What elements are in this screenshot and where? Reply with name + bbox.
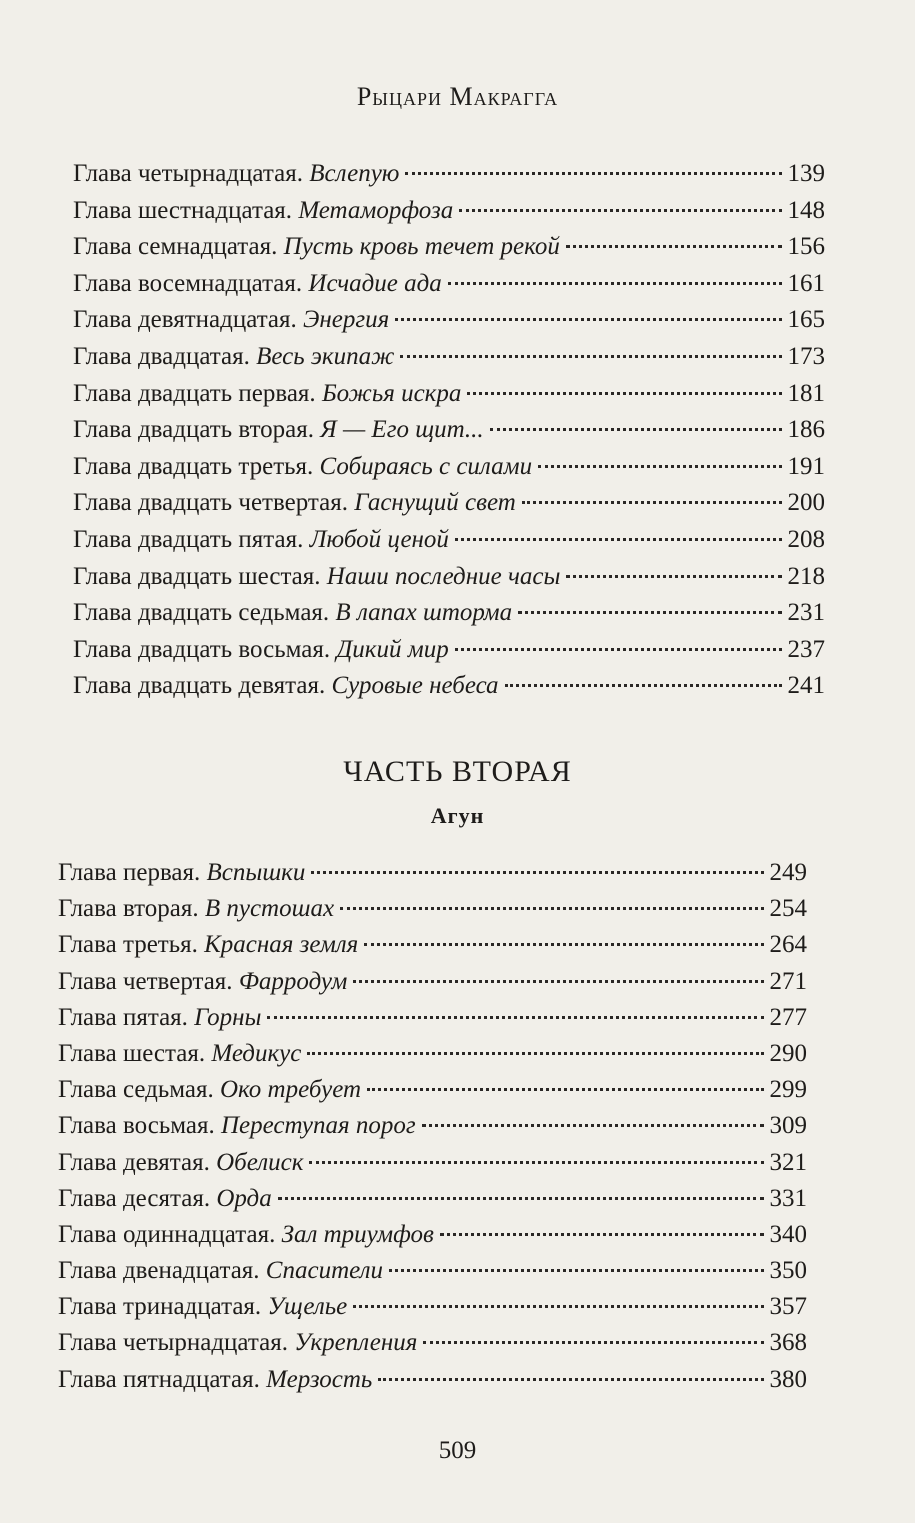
chapter-heading — [73, 668, 499, 705]
chapter-page-number: 218 — [787, 562, 825, 590]
dot-leader — [311, 871, 763, 874]
toc-entry — [58, 1108, 807, 1144]
dot-leader — [309, 1161, 763, 1164]
dot-leader — [467, 392, 781, 395]
page-number: 509 — [438, 1437, 477, 1464]
chapter-title: Энергия — [303, 306, 390, 334]
chapter-title: Вспышки — [206, 859, 306, 886]
chapter-number: Глава четырнадцатая. — [73, 160, 303, 187]
chapter-title: Дикий мир — [336, 635, 449, 663]
toc-entry — [73, 339, 825, 376]
toc-entry — [58, 1000, 807, 1036]
chapter-page-number: 309 — [769, 1112, 807, 1140]
dot-leader — [459, 209, 781, 212]
dot-leader — [367, 1088, 763, 1091]
dot-leader — [353, 1305, 763, 1308]
chapter-number: Глава восемнадцатая. — [73, 269, 303, 297]
dot-leader — [455, 648, 782, 651]
chapter-number: Глава пятая. — [58, 1003, 188, 1031]
chapter-number: Глава восьмая. — [58, 1112, 215, 1140]
chapter-heading — [58, 1217, 434, 1253]
chapter-page-number: 139 — [787, 160, 825, 187]
chapter-page-number: 290 — [769, 1039, 807, 1067]
chapter-title: Мерзость — [266, 1365, 373, 1393]
toc-part-one — [73, 156, 825, 705]
chapter-number: Глава двадцать пятая. — [73, 525, 304, 553]
chapter-page-number: 148 — [787, 196, 825, 224]
toc-entry — [58, 1362, 807, 1398]
running-head: Рыцари Макрагга — [356, 82, 559, 111]
chapter-number: Глава третья. — [58, 931, 198, 959]
chapter-title: Укрепления — [294, 1329, 418, 1357]
chapter-page-number: 173 — [787, 342, 825, 370]
chapter-title: Орда — [216, 1184, 272, 1212]
toc-entry — [73, 302, 825, 339]
chapter-heading — [58, 1181, 272, 1217]
chapter-number: Глава одиннадцатая. — [58, 1220, 276, 1248]
chapter-page-number: 165 — [787, 306, 825, 334]
chapter-page-number: 299 — [769, 1076, 807, 1104]
chapter-title: Любой ценой — [309, 525, 449, 553]
chapter-heading — [58, 1362, 372, 1398]
chapter-page-number: 380 — [769, 1365, 807, 1393]
chapter-title: Обелиск — [216, 1148, 304, 1176]
chapter-number: Глава двадцать восьмая. — [73, 635, 331, 663]
dot-leader — [440, 1233, 764, 1236]
chapter-heading — [73, 412, 484, 449]
chapter-title: Медикус — [211, 1039, 302, 1067]
toc-part-two — [58, 855, 807, 1398]
dot-leader — [518, 611, 781, 614]
toc-entry — [58, 855, 807, 891]
dot-leader — [378, 1378, 763, 1381]
dot-leader — [455, 538, 782, 541]
chapter-number: Глава шестая. — [58, 1039, 206, 1067]
chapter-number: Глава двадцать первая. — [73, 379, 316, 407]
toc-entry — [58, 927, 807, 963]
chapter-heading — [73, 449, 532, 486]
chapter-number: Глава пятнадцатая. — [58, 1365, 260, 1393]
toc-entry — [58, 964, 807, 1000]
chapter-page-number: 200 — [787, 489, 825, 517]
chapter-heading — [58, 891, 334, 927]
part-subtitle: Агун — [430, 803, 485, 828]
dot-leader — [505, 684, 782, 687]
dot-leader — [267, 1016, 763, 1019]
dot-leader — [389, 1269, 764, 1272]
chapter-number: Глава двадцать шестая. — [73, 562, 321, 590]
chapter-heading — [73, 156, 399, 193]
chapter-heading — [73, 302, 389, 339]
chapter-title: Зал триумфов — [281, 1220, 434, 1248]
chapter-number: Глава четвертая. — [58, 967, 233, 995]
chapter-number: Глава вторая. — [58, 895, 199, 923]
dot-leader — [522, 501, 782, 504]
toc-entry — [73, 559, 825, 596]
chapter-title: Собираясь с силами — [319, 452, 533, 480]
chapter-page-number: 321 — [769, 1148, 807, 1176]
chapter-page-number: 254 — [769, 895, 807, 923]
chapter-heading — [58, 1325, 417, 1361]
chapter-number: Глава двадцать девятая. — [73, 672, 326, 700]
chapter-heading — [73, 559, 560, 596]
chapter-page-number: 350 — [769, 1257, 807, 1285]
chapter-heading — [73, 376, 461, 413]
chapter-page-number: 368 — [769, 1329, 807, 1357]
chapter-page-number: 331 — [769, 1184, 807, 1212]
chapter-title: Исчадие ада — [308, 269, 442, 297]
chapter-title: Спасители — [265, 1257, 383, 1285]
chapter-page-number: 186 — [787, 416, 825, 444]
toc-entry — [58, 1325, 807, 1361]
chapter-title: Ущелье — [267, 1293, 348, 1321]
chapter-page-number: 357 — [769, 1293, 807, 1321]
dot-leader — [307, 1052, 763, 1055]
chapter-page-number: 237 — [787, 635, 825, 663]
toc-entry — [58, 1217, 807, 1253]
dot-leader — [340, 907, 763, 910]
toc-entry — [58, 1253, 807, 1289]
chapter-heading — [58, 1036, 301, 1072]
toc-entry — [73, 229, 825, 266]
chapter-number: Глава двадцать вторая. — [73, 416, 315, 444]
chapter-title: В пустошах — [204, 895, 335, 923]
toc-entry — [73, 485, 825, 522]
chapter-number: Глава девятая. — [58, 1148, 210, 1176]
chapter-page-number: 277 — [769, 1003, 807, 1031]
dot-leader — [422, 1124, 764, 1127]
chapter-page-number: 271 — [769, 967, 807, 995]
toc-entry — [73, 595, 825, 632]
chapter-heading — [73, 522, 449, 559]
chapter-page-number: 249 — [769, 859, 807, 886]
chapter-heading — [58, 1000, 261, 1036]
chapter-number: Глава двадцать седьмая. — [73, 599, 330, 627]
dot-leader — [400, 355, 781, 358]
chapter-page-number: 161 — [787, 269, 825, 297]
dot-leader — [405, 172, 781, 175]
toc-entry — [58, 1145, 807, 1181]
chapter-title: Весь экипаж — [256, 342, 395, 370]
chapter-heading — [73, 632, 449, 669]
chapter-number: Глава первая. — [58, 859, 201, 886]
chapter-number: Глава семнадцатая. — [73, 233, 278, 261]
dot-leader — [566, 245, 782, 248]
chapter-title: Горны — [194, 1003, 262, 1031]
chapter-number: Глава девятнадцатая. — [73, 306, 297, 334]
toc-entry — [58, 891, 807, 927]
toc-entry — [73, 156, 825, 193]
chapter-number: Глава двадцать третья. — [73, 452, 314, 480]
chapter-heading — [58, 1253, 383, 1289]
toc-entry — [58, 1181, 807, 1217]
chapter-page-number: 191 — [787, 452, 825, 480]
part-title: ЧАСТЬ ВТОРАЯ — [343, 755, 572, 788]
toc-entry — [73, 449, 825, 486]
chapter-heading — [58, 1145, 303, 1181]
chapter-heading — [73, 339, 394, 376]
chapter-title: Вслепую — [309, 160, 400, 187]
toc-entry — [58, 1289, 807, 1325]
chapter-heading — [73, 485, 516, 522]
chapter-number: Глава шестнадцатая. — [73, 196, 293, 224]
dot-leader — [490, 428, 782, 431]
chapter-number: Глава двадцать четвертая. — [73, 489, 348, 517]
dot-leader — [538, 465, 781, 468]
chapter-heading — [58, 964, 347, 1000]
chapter-heading — [58, 1289, 347, 1325]
chapter-title: Пусть кровь течет рекой — [283, 233, 560, 261]
chapter-page-number: 181 — [787, 379, 825, 407]
chapter-page-number: 208 — [787, 525, 825, 553]
toc-entry — [58, 1072, 807, 1108]
toc-entry — [73, 266, 825, 303]
chapter-heading — [58, 927, 358, 963]
chapter-heading — [73, 229, 560, 266]
toc-entry — [58, 1036, 807, 1072]
chapter-page-number: 231 — [787, 599, 825, 627]
chapter-page-number: 264 — [769, 931, 807, 959]
chapter-number: Глава двенадцатая. — [58, 1257, 260, 1285]
chapter-title: Гаснущий свет — [354, 489, 516, 517]
chapter-number: Глава двадцатая. — [73, 342, 250, 370]
chapter-title: Наши последние часы — [326, 562, 561, 590]
chapter-heading — [73, 193, 453, 230]
dot-leader — [423, 1341, 763, 1344]
dot-leader — [448, 282, 782, 285]
chapter-page-number: 156 — [787, 233, 825, 261]
chapter-heading — [58, 1072, 361, 1108]
dot-leader — [364, 943, 763, 946]
toc-entry — [73, 412, 825, 449]
dot-leader — [278, 1197, 764, 1200]
toc-entry — [73, 376, 825, 413]
chapter-title: Суровые небеса — [331, 672, 499, 700]
chapter-title: Божья искра — [321, 379, 462, 407]
chapter-title: Переступая порог — [220, 1112, 416, 1140]
chapter-page-number: 340 — [769, 1220, 807, 1248]
chapter-heading — [58, 1108, 416, 1144]
chapter-title: Красная земля — [204, 931, 359, 959]
dot-leader — [566, 575, 781, 578]
dot-leader — [353, 980, 763, 983]
chapter-page-number: 241 — [787, 672, 825, 700]
chapter-heading — [73, 266, 442, 303]
chapter-number: Глава седьмая. — [58, 1076, 214, 1104]
chapter-title: В лапах шторма — [335, 599, 513, 627]
chapter-title: Я — Его щит... — [320, 416, 484, 444]
chapter-title: Око требует — [220, 1076, 362, 1104]
toc-entry — [73, 193, 825, 230]
toc-entry — [73, 522, 825, 559]
chapter-title: Метаморфоза — [298, 196, 454, 224]
chapter-title: Фарродум — [238, 967, 348, 995]
chapter-heading — [73, 595, 512, 632]
dot-leader — [395, 318, 781, 321]
toc-entry — [73, 632, 825, 669]
chapter-number: Глава тринадцатая. — [58, 1293, 262, 1321]
chapter-heading — [58, 855, 305, 891]
toc-entry — [73, 668, 825, 705]
chapter-number: Глава четырнадцатая. — [58, 1329, 288, 1357]
chapter-number: Глава десятая. — [58, 1184, 211, 1212]
